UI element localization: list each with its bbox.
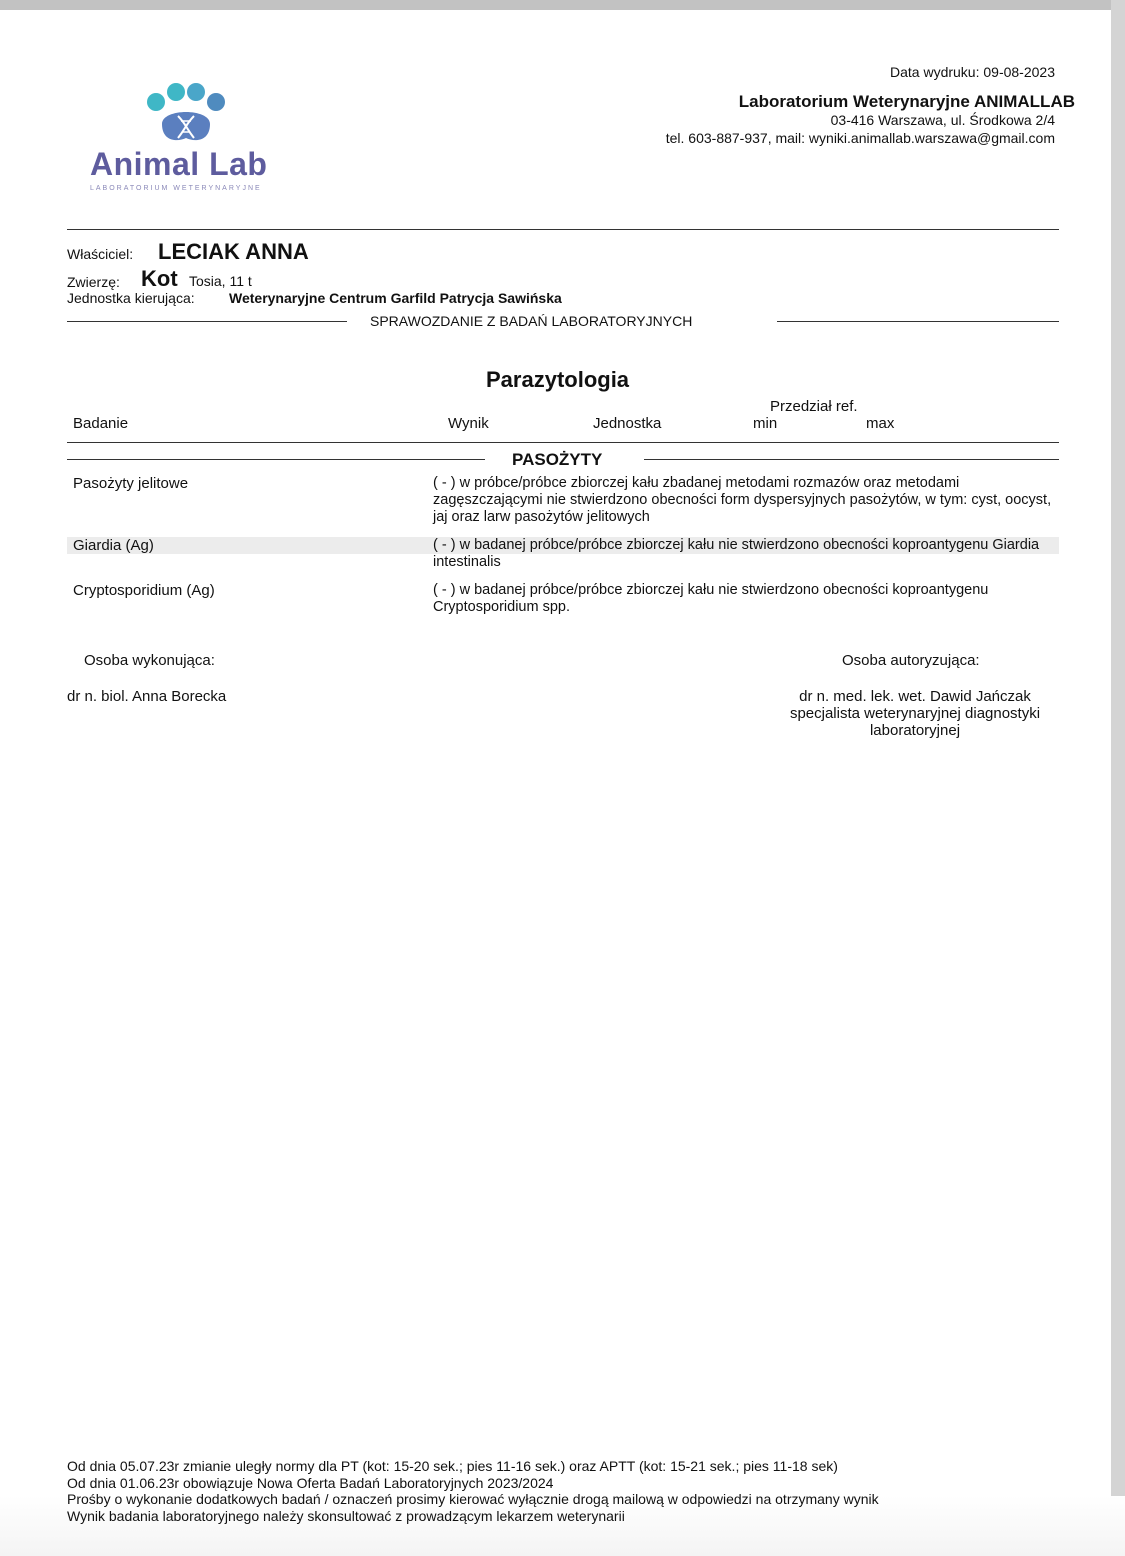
footer-note: Od dnia 05.07.23r zmianie uległy normy dla PT (kot: 15-20 sek.; pies 11-16 sek.) oraz APTT (kot: 15-21 sek.; pies 11-18 sek): [67, 1458, 838, 1474]
logo-tagline: LABORATORIUM WETERYNARYJNE: [90, 185, 262, 192]
referring-unit-label: Jednostka kierująca:: [67, 290, 195, 306]
authorizer-block: [770, 688, 1060, 739]
footer-note: Prośby o wykonanie dodatkowych badań / oznaczeń prosimy kierować wyłącznie drogą mailową w odpowiedzi na otrzymany wynik: [67, 1491, 879, 1507]
print-date: Data wydruku: 09-08-2023: [890, 64, 1055, 80]
animal-details: Tosia, 11 t: [189, 273, 252, 289]
test-name: Cryptosporidium (Ag): [73, 582, 215, 599]
report-title: SPRAWOZDANIE Z BADAŃ LABORATORYJNYCH: [370, 313, 693, 329]
report-title-line-left: [67, 321, 347, 322]
owner-label: Właściciel:: [67, 246, 134, 262]
lab-contact: tel. 603-887-937, mail: wyniki.animallab.warszawa@gmail.com: [665, 130, 1055, 146]
column-header-min: min: [753, 415, 778, 432]
column-header-test: Badanie: [73, 415, 129, 432]
performer-label: Osoba wykonująca:: [84, 652, 215, 669]
column-header-max: max: [866, 415, 895, 432]
column-header-unit: Jednostka: [593, 415, 662, 432]
group-title: PASOŻYTY: [512, 450, 603, 469]
authorizer-name: dr n. med. lek. wet. Dawid Jańczak: [799, 688, 1031, 705]
authorizer-title-cont: laboratoryjnej: [869, 722, 961, 739]
test-name: Giardia (Ag): [73, 537, 154, 554]
lab-name: Laboratorium Weterynaryjne ANIMALLAB: [738, 92, 1075, 111]
group-line-right: [644, 459, 1059, 460]
footer-note: Wynik badania laboratoryjnego należy skonsultować z prowadzącym lekarzem weterynarii: [67, 1507, 625, 1524]
header-divider: [67, 229, 1059, 230]
owner-name: LECIAK ANNA: [158, 239, 309, 264]
window-right-edge: [1111, 0, 1125, 1556]
window-top-edge: [0, 0, 1125, 10]
authorizer-label: Osoba autoryzująca:: [842, 652, 980, 669]
group-line-left: [67, 459, 485, 460]
report-title-line-right: [777, 321, 1059, 322]
footer-note: Od dnia 01.06.23r obowiązuje Nowa Oferta Badań Laboratoryjnych 2023/2024: [67, 1474, 554, 1491]
section-title: Parazytologia: [486, 367, 630, 392]
performer-name: dr n. biol. Anna Borecka: [67, 688, 227, 705]
referring-unit-name: Weterynaryjne Centrum Garfild Patrycja Sawińska: [229, 290, 562, 306]
column-header-result: Wynik: [448, 415, 489, 432]
column-header-ref-range: Przedział ref.: [770, 398, 858, 415]
test-name: Pasożyty jelitowe: [73, 475, 189, 492]
test-result: ( - ) w badanej próbce/próbce zbiorczej kału nie stwierdzono obecności koproantygenu Cryptosporidium spp.: [433, 582, 989, 615]
authorizer-title: specjalista weterynaryjnej diagnostyki: [789, 705, 1041, 722]
animal-lab-logo: [90, 80, 290, 200]
animal-label: Zwierzę:: [67, 274, 120, 290]
paw-dna-icon: [90, 80, 290, 150]
test-result: ( - ) w próbce/próbce zbiorczej kału zbadanej metodami rozmazów oraz metodami zagęszczającymi nie stwierdzono obecności form dyspersyjnych pasożytów, w tym: cyst, oocyst, jaj oraz larw pasożytów jelitowych: [433, 475, 1052, 525]
animal-species: Kot: [141, 266, 178, 291]
lab-address: 03-416 Warszawa, ul. Środkowa 2/4: [830, 112, 1055, 128]
logo-name: Animal Lab: [90, 146, 268, 182]
columns-divider: [67, 442, 1059, 443]
footer-notes: [67, 1458, 879, 1524]
test-result: ( - ) w badanej próbce/próbce zbiorczej kału nie stwierdzono obecności koproantygenu Giardia intestinalis: [433, 537, 1040, 570]
